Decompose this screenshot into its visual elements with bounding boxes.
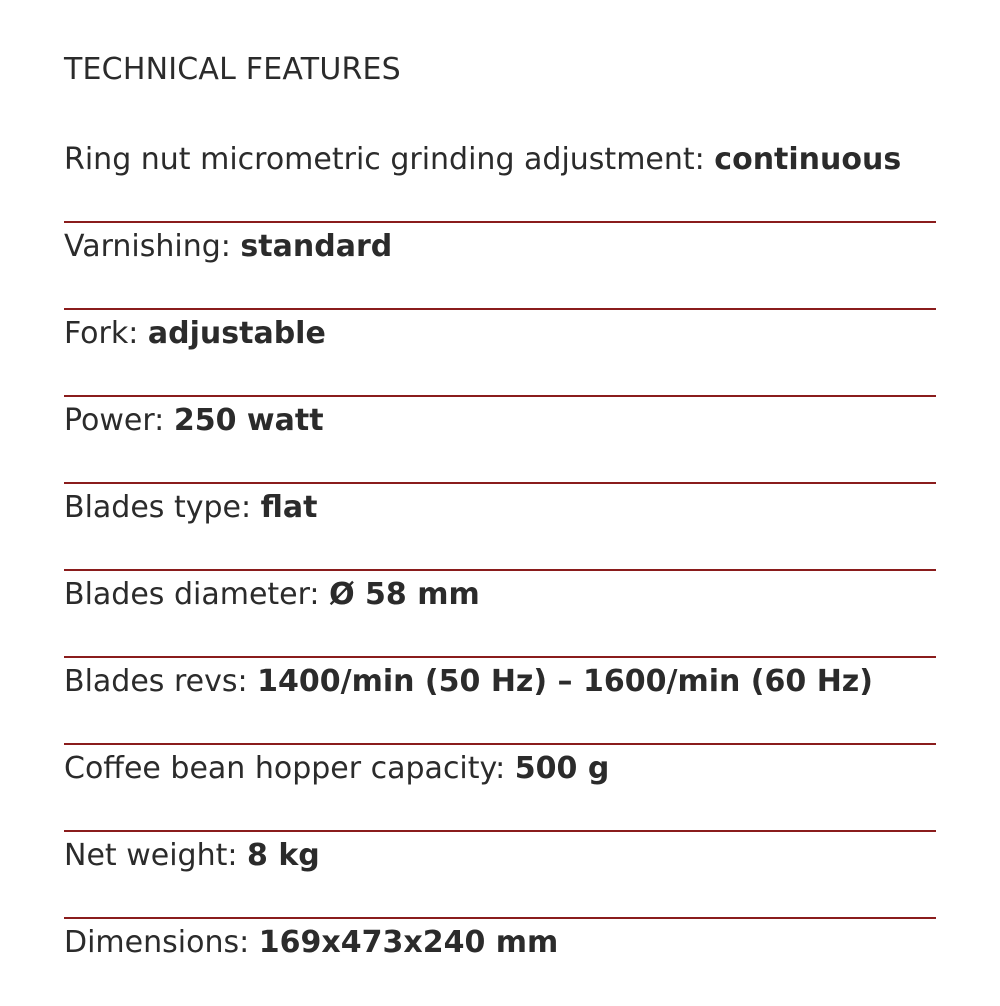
feature-value: flat [260, 490, 318, 525]
feature-row-blades-type [64, 484, 936, 571]
feature-row-power [64, 397, 936, 484]
feature-row-hopper-capacity [64, 745, 936, 832]
feature-label: Blades type: [64, 490, 261, 525]
feature-value: 169x473x240 mm [258, 925, 559, 960]
feature-label: Net weight: [64, 838, 247, 873]
feature-label: Fork: [64, 316, 148, 351]
feature-row-fork [64, 310, 936, 397]
feature-value: 250 watt [173, 403, 324, 438]
feature-label: Varnishing: [64, 229, 241, 264]
feature-row-dimensions [64, 919, 936, 1006]
feature-value: adjustable [147, 316, 326, 351]
features-list [64, 136, 936, 1006]
feature-value: 500 g [514, 751, 610, 786]
feature-value: Ø 58 mm [329, 577, 480, 612]
feature-row-blades-revs [64, 658, 936, 745]
feature-value: standard [240, 229, 393, 264]
feature-value: 1400/min (50 Hz) – 1600/min (60 Hz) [257, 664, 873, 699]
feature-label: Ring nut micrometric grinding adjustment: [64, 142, 715, 177]
feature-row-grinding-adjustment [64, 136, 936, 223]
feature-row-net-weight [64, 832, 936, 919]
section-title: TECHNICAL FEATURES [64, 52, 401, 87]
feature-label: Blades revs: [64, 664, 258, 699]
feature-label: Dimensions: [64, 925, 259, 960]
feature-row-blades-diameter [64, 571, 936, 658]
feature-label: Power: [64, 403, 174, 438]
feature-label: Coffee bean hopper capacity: [64, 751, 515, 786]
feature-row-varnishing [64, 223, 936, 310]
feature-value: 8 kg [247, 838, 320, 873]
feature-label: Blades diameter: [64, 577, 330, 612]
feature-value: continuous [714, 142, 902, 177]
